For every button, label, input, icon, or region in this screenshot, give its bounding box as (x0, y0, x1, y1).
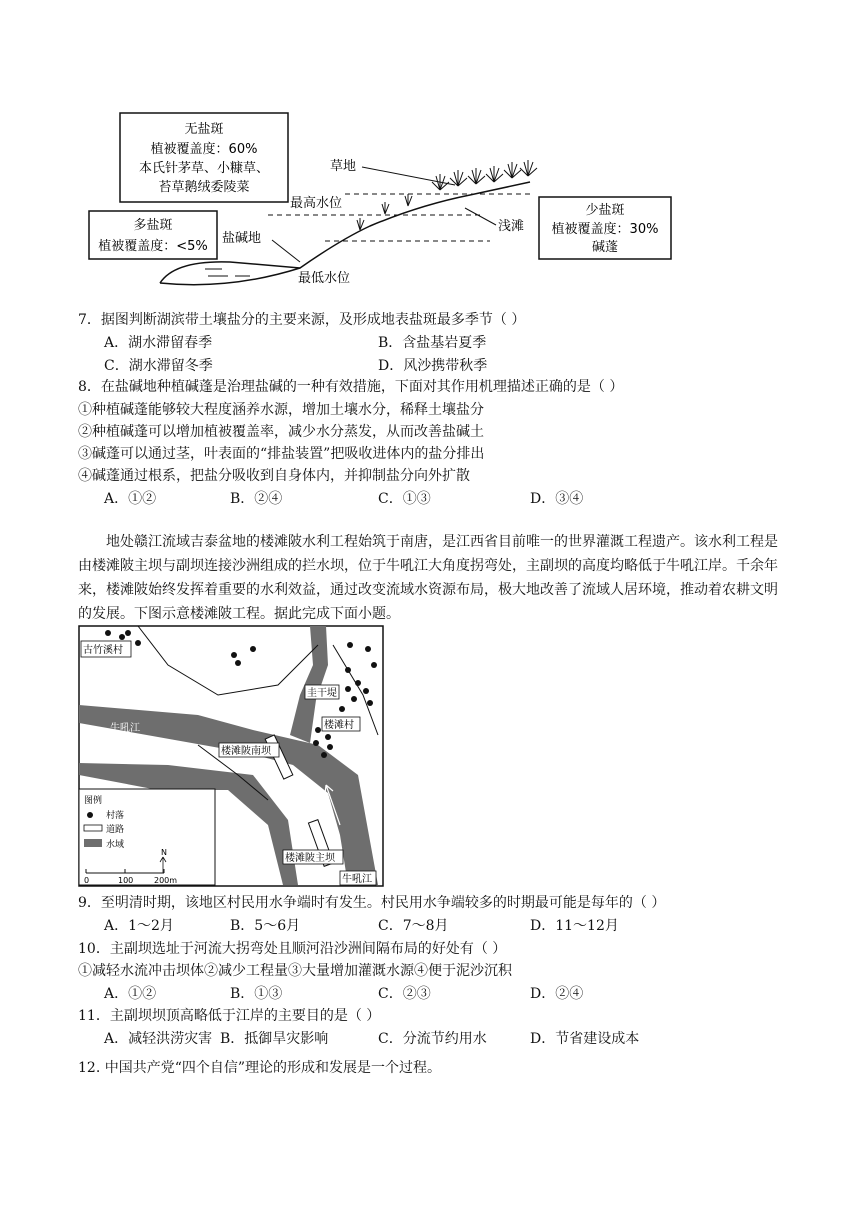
grassland-label: 草地 (330, 159, 357, 174)
question-7-stem: 7．据图判断湖滨带土壤盐分的主要来源，及形成地表盐斑最多季节（ ） (78, 312, 526, 328)
question-10-stem: 10．主副坝选址于河流大拐弯处且顺河沿沙洲间隔布局的好处有（ ） (78, 941, 507, 957)
q8-option-b[interactable]: B．②④ (230, 491, 283, 507)
reading-passage: 地处赣江流域吉泰盆地的楼滩陂水利工程始筑于南唐，是江西省目前唯一的世界灌溉工程遗产。该水利工程是由楼滩陂主坝与副坝连接沙洲组成的拦水坝，位于牛吼江大角度拐弯处，主副坝的高度均略低于牛吼江岸。千余年来，楼滩陂始终发挥着重要的水利效益，通过改变流域水资源布局，极大地改善了流域人居环境，推动着农耕文明的发展。下图示意楼滩陂工程。据此完成下面小题。 (78, 534, 778, 622)
q9-option-c[interactable]: C．7～8月 (378, 918, 449, 934)
little-salt-plant: 碱蓬 (591, 240, 619, 255)
highest-water-label: 最高水位 (290, 196, 343, 211)
q8-statement-3: ③碱蓬可以通过茎，叶表面的“排盐装置”把吸收进体内的盐分排出 (78, 446, 485, 462)
question-9-stem: 9．至明清时期，该地区村民用水争端时有发生。村民用水争端较多的时期最可能是每年的（ ） (78, 895, 666, 911)
lakeshore-profile-diagram (0, 0, 860, 300)
q11-option-a[interactable]: A．减轻洪涝灾害 (104, 1031, 213, 1047)
no-salt-plants-line2: 苔草鹅绒委陵菜 (158, 180, 250, 195)
scale-label-0: 0 (84, 876, 90, 885)
shoal-label: 浅滩 (498, 219, 525, 234)
q8-option-a[interactable]: A．①② (104, 491, 157, 507)
legend-road-symbol (84, 825, 102, 831)
question-11-stem: 11．主副坝坝顶高略低于江岸的主要目的是（ ） (78, 1008, 381, 1024)
q7-option-b[interactable]: B．含盐基岩夏季 (378, 335, 487, 351)
question-8-stem: 8．在盐碱地种植碱蓬是治理盐碱的一种有效措施，下面对其作用机理描述正确的是（ ） (78, 379, 624, 395)
scale-label-200: 200m (154, 876, 178, 885)
saline-land-label: 盐碱地 (222, 231, 262, 246)
q7-option-c[interactable]: C．湖水滞留冬季 (104, 358, 213, 374)
q9-option-a[interactable]: A．1～2月 (104, 918, 174, 934)
legend-village-symbol (87, 812, 93, 818)
legend-water-symbol (84, 839, 102, 847)
river-se-label: 牛吼江 (342, 874, 372, 885)
no-salt-title: 无盐斑 (184, 122, 224, 137)
q7-option-d[interactable]: D．风沙携带秋季 (378, 358, 488, 374)
q8-statement-1: ①种植碱蓬能够较大程度涵养水源，增加土壤水分，稀释土壤盐分 (78, 402, 484, 418)
little-salt-coverage: 植被覆盖度：30% (551, 222, 659, 237)
q7-option-a[interactable]: A．湖水滞留春季 (104, 335, 213, 351)
q10-statements: ①减轻水流冲击坝体②减少工程量③大量增加灌溉水源④便于泥沙沉积 (78, 963, 512, 979)
q8-option-d[interactable]: D．③④ (530, 491, 584, 507)
no-salt-coverage: 植被覆盖度：60% (150, 142, 258, 157)
sub-dam-label: 楼滩陂南坝 (221, 746, 271, 757)
shoal-pointer (465, 208, 496, 225)
q10-option-b[interactable]: B．①③ (230, 986, 283, 1002)
q10-option-d[interactable]: D．②④ (530, 986, 584, 1002)
little-salt-title: 少盐斑 (585, 203, 625, 218)
q10-option-a[interactable]: A．①② (104, 986, 157, 1002)
q8-option-c[interactable]: C．①③ (378, 491, 431, 507)
q9-option-b[interactable]: B．5～6月 (230, 918, 301, 934)
saline-land-pointer (272, 240, 300, 262)
q11-option-b[interactable]: B．抵御旱灾影响 (220, 1031, 329, 1047)
embank-label: 圭干堤 (307, 688, 337, 699)
question-12-stem: 12. 中国共产党“四个自信”理论的形成和发展是一个过程。 (78, 1060, 442, 1076)
grassland-pointer (362, 167, 455, 185)
lowest-water-label: 最低水位 (298, 271, 351, 286)
q8-statement-2: ②种植碱蓬可以增加植被覆盖率，减少水分蒸发，从而改善盐碱土 (78, 424, 484, 440)
lake-basin (160, 268, 300, 285)
legend-title: 图例 (84, 796, 103, 806)
north-arrow-label: N (161, 848, 167, 857)
q11-option-c[interactable]: C．分流节约用水 (378, 1031, 487, 1047)
q9-option-d[interactable]: D．11～12月 (530, 918, 619, 934)
legend-road-label: 道路 (106, 825, 125, 835)
legend-village-label: 村落 (106, 811, 125, 821)
much-salt-coverage: 植被覆盖度：<5% (98, 239, 208, 254)
legend-water-label: 水域 (106, 840, 125, 850)
village-guzhu-label: 古竹溪村 (83, 645, 123, 656)
scale-label-100: 100 (118, 876, 134, 885)
no-salt-plants-line1: 本氏针茅草、小糠草、 (138, 161, 270, 176)
much-salt-title: 多盐斑 (133, 218, 173, 233)
river-nw-label: 牛吼江 (110, 723, 140, 734)
village-louzhu-label: 楼滩村 (324, 720, 354, 731)
loutanbei-map (78, 625, 384, 887)
main-dam-label: 楼滩陂主坝 (285, 853, 335, 864)
q11-option-d[interactable]: D．节省建设成本 (530, 1031, 640, 1047)
q8-statement-4: ④碱蓬通过根系，把盐分吸收到自身体内，并抑制盐分向外扩散 (78, 468, 470, 484)
q10-option-c[interactable]: C．②③ (378, 986, 431, 1002)
